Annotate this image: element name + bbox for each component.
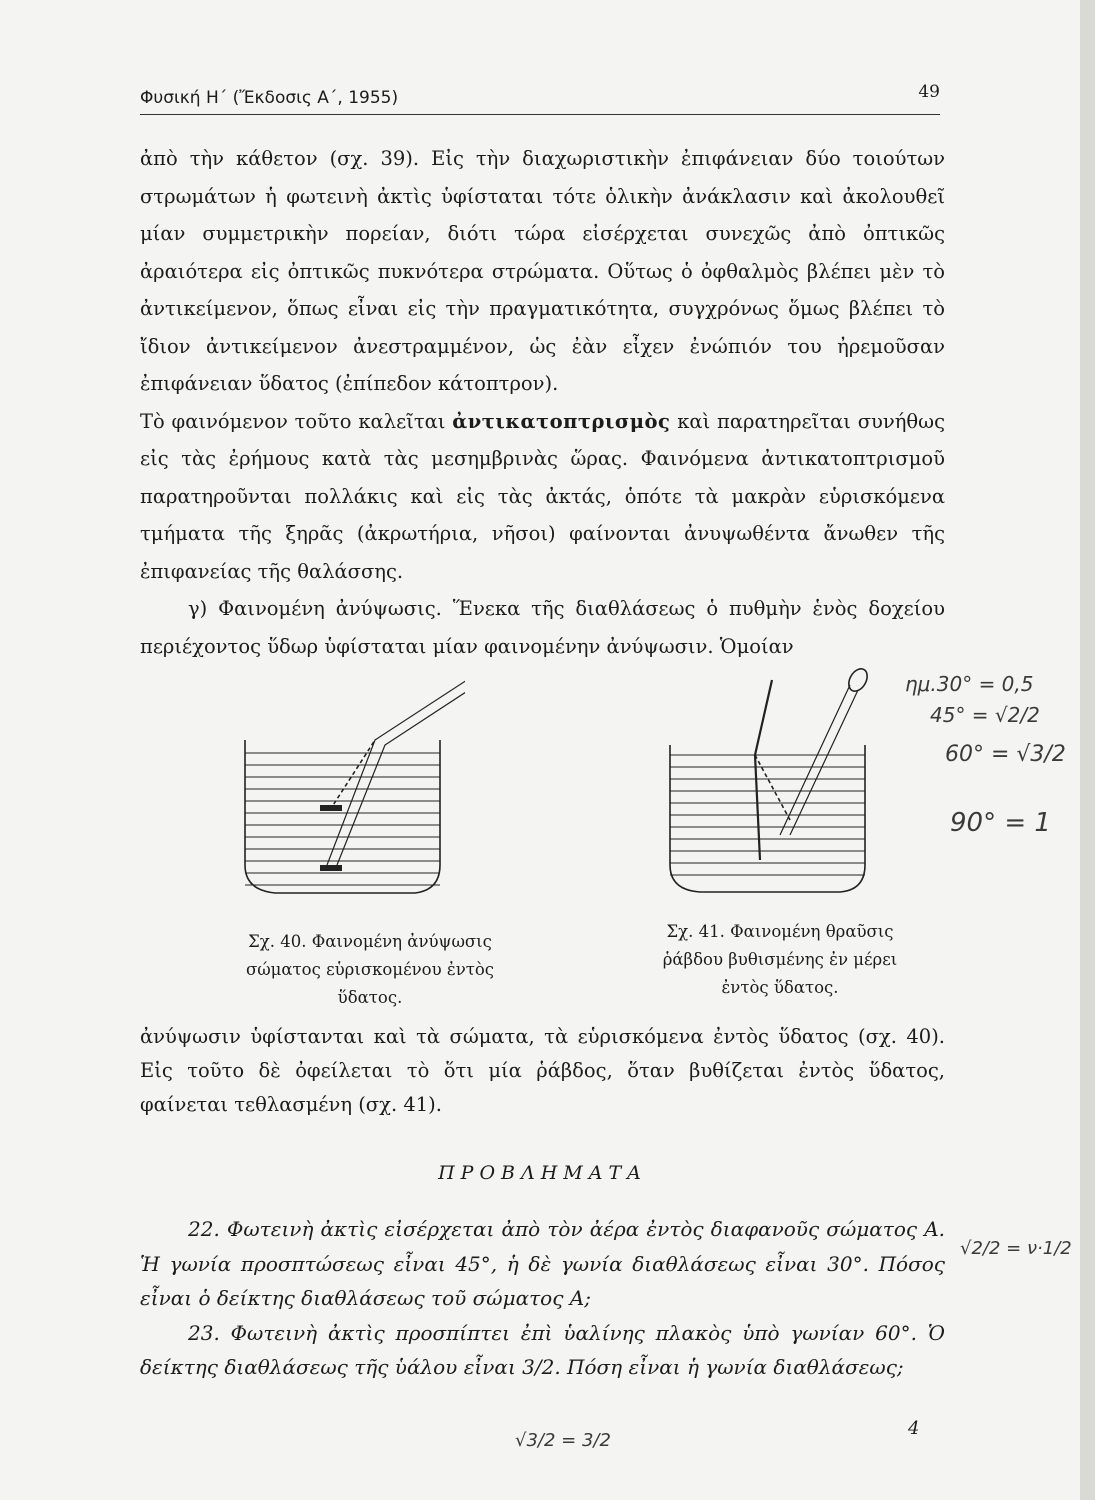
- figure-41-drawing: [660, 645, 890, 895]
- paragraph-1: ἀπὸ τὴν κάθετον (σχ. 39). Εἰς τὴν διαχωριστικὴν ἐπιφάνειαν δύο τοιούτων στρωμάτων ἡ φωτεινὴ ἀκτὶς ὑφίσταται τότε ὁλικὴν ἀνάκλασιν καὶ ἀκολουθεῖ μίαν συμμετρικὴν πορείαν, διότι τώρα εἰσέρχεται συνεχῶς ἀπὸ ὀπτικῶς ἀραιότερα εἰς ὀπτικῶς πυκνότερα στρώματα. Οὕτως ὁ ὀφθαλμὸς βλέπει μὲν τὸ ἀντικείμενον, ὅπως εἶναι εἰς τὴν πραγματικότητα, συγχρόνως ὅμως βλέπει τὸ ἴδιον ἀντικείμενον ἀνεστραμμένον, ὡς ἐὰν εἶχεν ἐνώπιόν του ἠρεμοῦσαν ἐπιφάνειαν ὕδατος (ἐπίπεδον κάτοπτρον).: [140, 147, 945, 395]
- text-after-figures: ἀνύψωσιν ὑφίστανται καὶ τὰ σώματα, τὰ εὑρισκόμενα ἐντὸς ὕδατος (σχ. 40). Εἰς τοῦτο δὲ ὀφείλεται τὸ ὅτι μία ῥάβδος, ὅταν βυθίζεται ἐντὸς ὕδατος, φαίνεται τεθλασμένη (σχ. 41).: [140, 1025, 945, 1116]
- rod-above-water: [755, 680, 772, 755]
- handwritten-note-3: 60° = √3/2: [945, 742, 1066, 767]
- figure-40: [235, 645, 465, 900]
- figure-40-caption: Σχ. 40. Φαινομένη ἀνύψωσις σώματος εὑρισκομένου ἐντὸς ὕδατος.: [245, 932, 495, 1007]
- problems-list: [140, 1212, 945, 1385]
- page-number: 49: [918, 82, 940, 102]
- problem-22: 22. Φωτεινὴ ἀκτὶς εἰσέρχεται ἀπὸ τὸν ἀέρα ἐντὸς διαφανοῦς σώματος Α. Ἡ γωνία προσπτώσεως εἶναι 45°, ἡ δὲ γωνία διαθλάσεως εἶναι 30°. Πόσος εἶναι ὁ δείκτης διαθλάσεως τοῦ σώματος Α;: [140, 1217, 945, 1310]
- handwritten-note-1: ημ.30° = 0,5: [905, 672, 1034, 696]
- figure-41: [660, 645, 890, 895]
- header-title: Φυσική Η΄ (Ἔκδοσις Α΄, 1955): [140, 88, 399, 108]
- handwritten-note-6: √3/2 = 3/2: [515, 1430, 611, 1451]
- term-mirage: ἀντικατοπτρισμὸς: [452, 409, 671, 433]
- header-rule: [140, 114, 940, 115]
- signature-mark: 4: [908, 1418, 920, 1439]
- paragraph-2: [140, 403, 945, 591]
- handwritten-note-4: 90° = 1: [950, 808, 1051, 838]
- apparent-object: [320, 805, 342, 811]
- problem-23: 23. Φωτεινὴ ἀκτὶς προσπίπτει ἐπὶ ὑαλίνης πλακὸς ὑπὸ γωνίαν 60°. Ὁ δείκτης διαθλάσεως τῆς ὑάλου εἶναι 3/2. Πόση εἶναι ἡ γωνία διαθλάσεως;: [140, 1320, 945, 1379]
- paragraph-2-end: καὶ παρατηρεῖται συνήθως εἰς τὰς ἐρήμους κατὰ τὰς μεσημβρινὰς ὥρας. Φαινόμενα ἀντικατοπτρισμοῦ παρατηροῦνται πολλάκις καὶ εἰς τὰς ἀκτάς, ὁπότε τὰ μακρὰν εὑρισκόμενα τμήματα τῆς ξηρᾶς (ἀκρωτήρια, νῆσοι) φαίνονται ἀνυψωθέντα ἄνωθεν τῆς ἐπιφανείας τῆς θαλάσσης.: [140, 409, 945, 583]
- handwritten-note-5: √2/2 = ν·1/2: [960, 1238, 1072, 1259]
- problems-title: ΠΡΟΒΛΗΜΑΤΑ: [438, 1162, 647, 1184]
- handwritten-note-2: 45° = √2/2: [930, 703, 1040, 727]
- paragraph-2-start: Τὸ φαινόμενον τοῦτο καλεῖται: [140, 409, 446, 433]
- real-object: [320, 865, 342, 871]
- figure-41-caption: Σχ. 41. Φαινομένη θραῦσις ῥάβδου βυθισμένης ἐν μέρει ἐντὸς ὕδατος.: [662, 922, 898, 997]
- main-text: [140, 140, 945, 665]
- figure-40-drawing: [235, 645, 465, 900]
- paragraph-3: γ) Φαινομένη ἀνύψωσις. Ἕνεκα τῆς διαθλάσεως ὁ πυθμὴν ἑνὸς δοχείου περιέχοντος ὕδωρ ὑφίσταται μίαν φαινομένην ἀνύψωσιν. Ὁμοίαν: [140, 597, 945, 658]
- running-header: [140, 82, 940, 114]
- page-edge: [1080, 0, 1095, 1500]
